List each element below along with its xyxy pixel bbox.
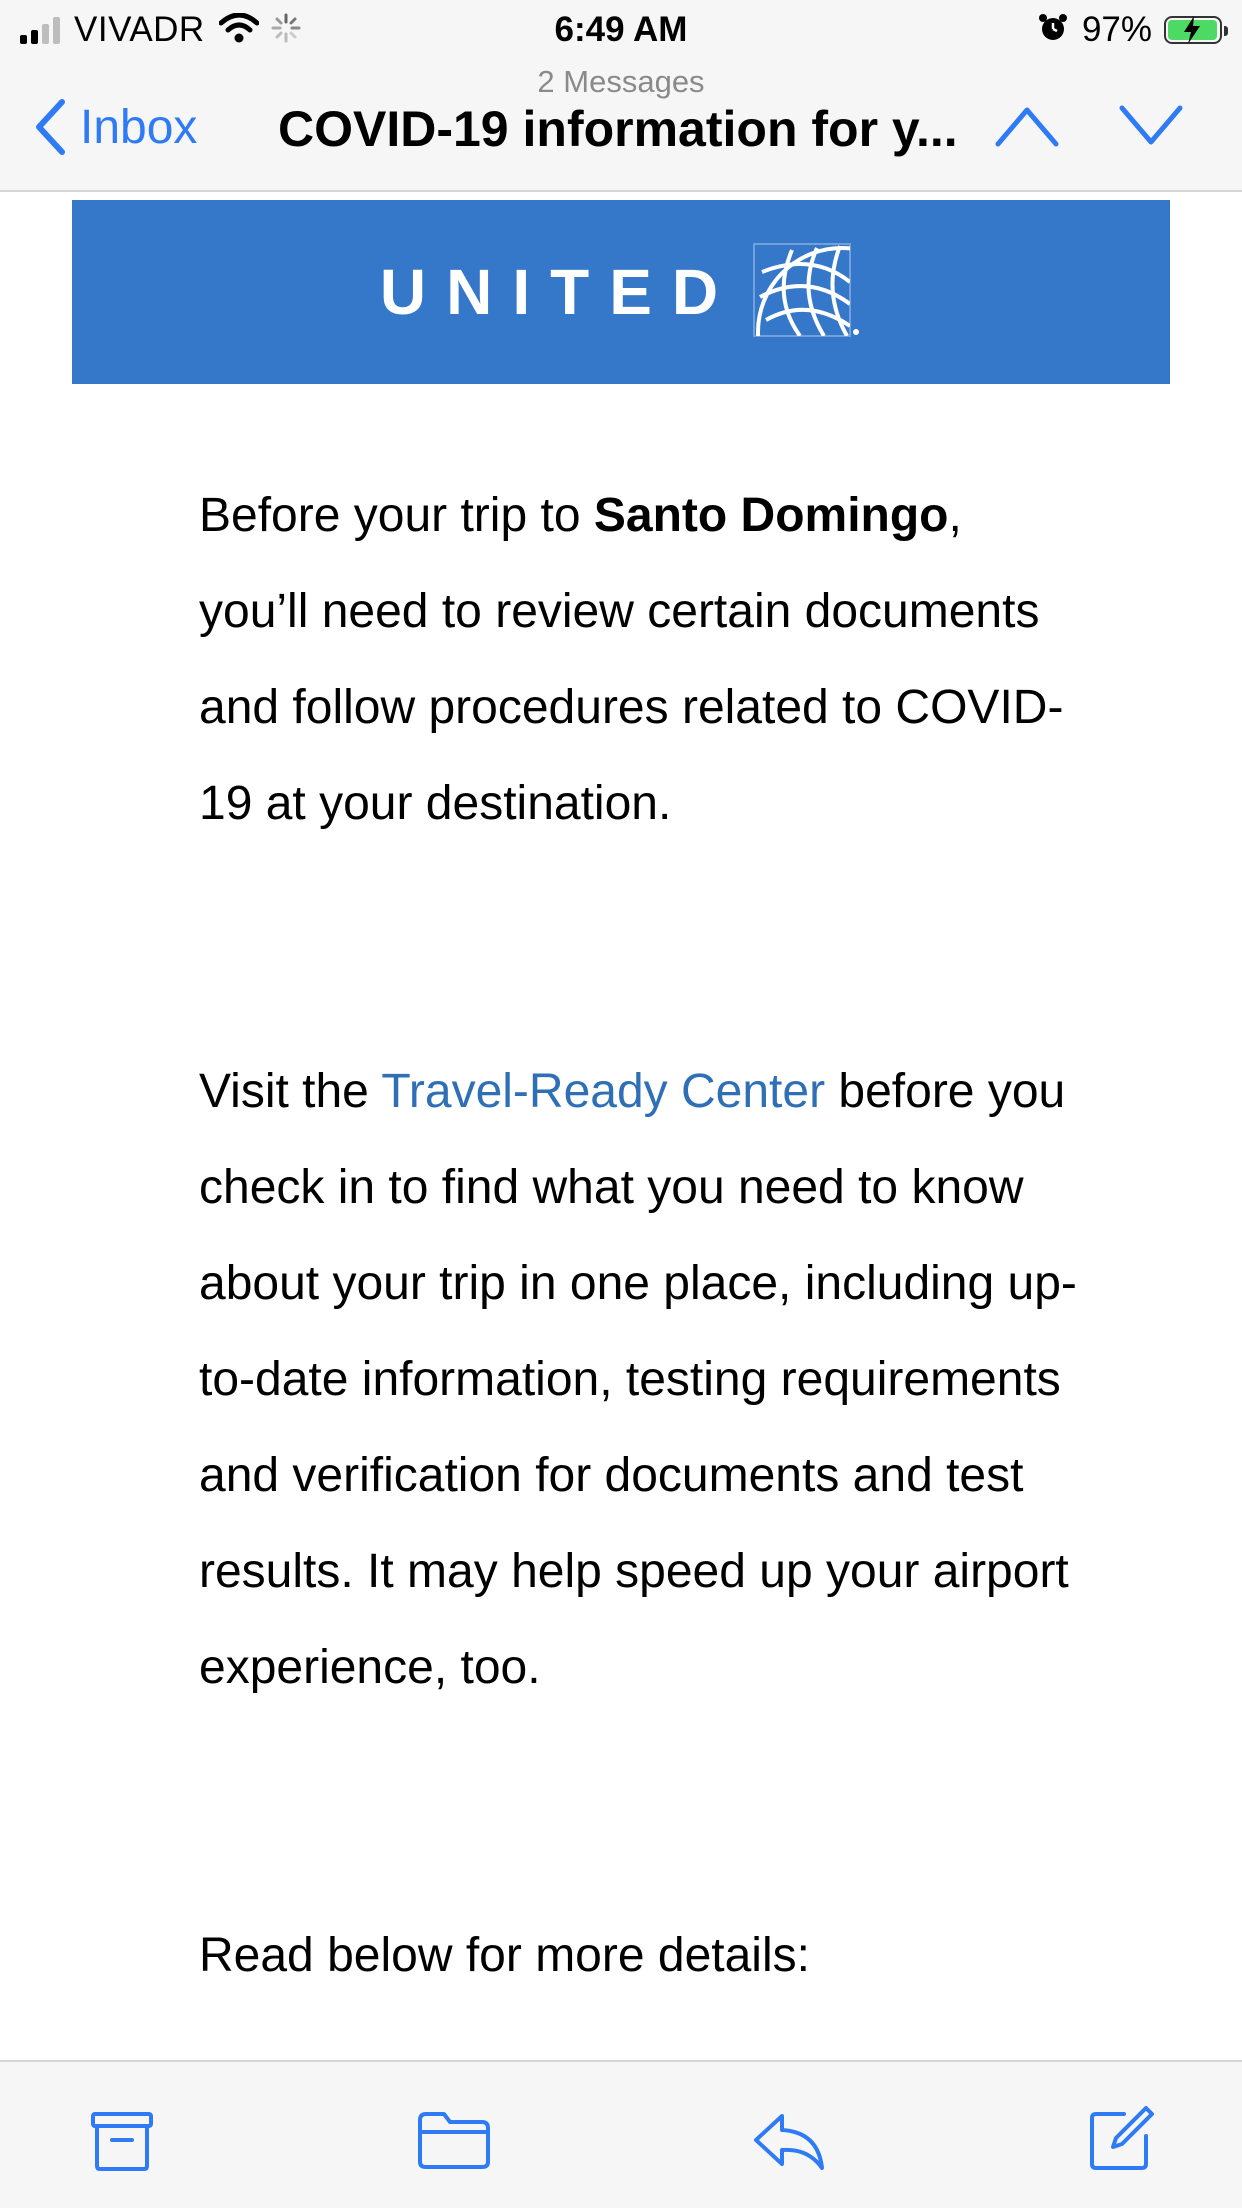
email-subject: COVID-19 information for y... [278, 101, 958, 157]
status-bar [0, 0, 1242, 62]
battery-level [1168, 20, 1217, 40]
united-banner [72, 200, 1170, 384]
next-message-button[interactable] [1118, 102, 1184, 155]
travel-ready-center-link[interactable]: Travel-Ready Center [381, 1065, 826, 1118]
folder-icon [416, 2110, 492, 2170]
p1-text-start: Before your trip to [199, 489, 594, 542]
charging-bolt-icon [1182, 16, 1202, 44]
battery-icon [1164, 16, 1222, 44]
chevron-left-icon [34, 98, 66, 156]
chevron-down-icon [1118, 102, 1184, 150]
previous-message-button[interactable] [994, 102, 1060, 155]
nav-bar [0, 62, 1242, 192]
paragraph-read-below: Read below for more details: [199, 1929, 810, 1982]
united-globe-logo-icon [752, 242, 862, 343]
compose-icon [1088, 2104, 1156, 2172]
reply-button[interactable] [752, 2110, 826, 2177]
back-label: Inbox [80, 100, 198, 154]
p2-text-start: Visit the [199, 1065, 382, 1118]
chevron-up-icon [994, 102, 1060, 150]
carrier-name: VIVADR [74, 10, 205, 49]
p2-text-end: before you check in to find what you need to know about your trip in one place, including up-to-date information, testing requirements and verification for documents and test results. It may help speed up your airport experience, too. [199, 1065, 1077, 1694]
p1-text-end: , you’ll need to review certain documents and follow procedures related to COVID-19 at your destination. [199, 489, 1064, 830]
paragraph-trip-intro [199, 468, 1079, 852]
move-to-folder-button[interactable] [416, 2110, 492, 2175]
message-count: 2 Messages [537, 64, 705, 99]
paragraph-travel-ready [199, 1044, 1079, 1716]
back-button[interactable] [34, 94, 197, 160]
bottom-toolbar [0, 2060, 1242, 2208]
united-logo-text: UNITED [379, 256, 739, 328]
battery-percent: 97% [1081, 10, 1152, 49]
reply-icon [752, 2110, 826, 2172]
compose-button[interactable] [1088, 2104, 1156, 2177]
status-time: 6:49 AM [554, 10, 688, 49]
status-right [1038, 8, 1222, 52]
archive-button[interactable] [90, 2110, 154, 2177]
archive-icon [90, 2110, 154, 2172]
alarm-icon [1038, 13, 1068, 48]
destination-name: Santo Domingo [593, 489, 949, 542]
